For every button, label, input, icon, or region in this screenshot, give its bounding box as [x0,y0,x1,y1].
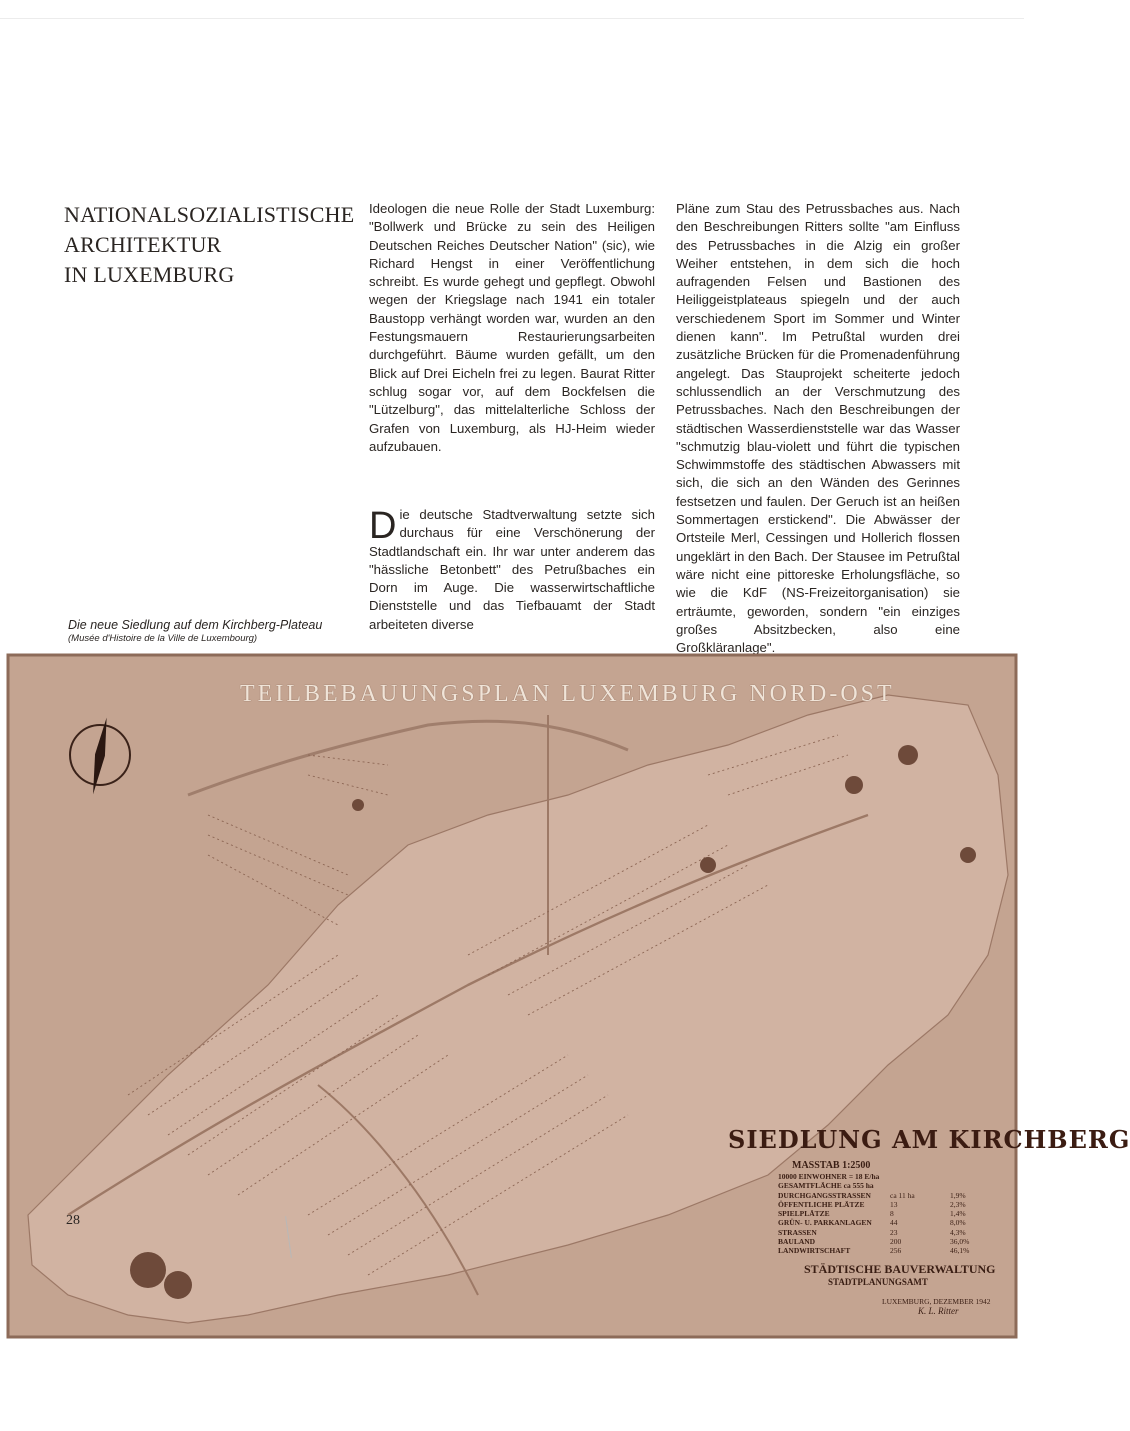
plan-authority: STÄDTISCHE BAUVERWALTUNG [804,1261,996,1276]
body-column-1: Ideologen die neue Rolle der Stadt Luxemburg: "Bollwerk und Brücke zu sein des Heiligen Deutschen Reiches Deutscher Nation" (sic), wie Richard Hengst in einer Veröffentlichung schreibt. Es wurde gehegt und gepflegt. Obwohl wegen der Kriegslage nach 1941 ein totaler Baustopp verhängt worden war, wurden an den Festungsmauern Restaurierungsarbeiten durchgeführt. Bäume wurden gefällt, um den Blick auf Drei Eicheln frei zu legen. Baurat Ritter schlug sogar vor, auf dem Bockfelsen die "Lützelburg", das mittelalterliche Schloss der Grafen von Luxemburg, als HJ-Heim wieder aufzubauen. [369,201,655,454]
plan-scale: MASSTAB 1:2500 [792,1160,871,1171]
site-plan-image [8,655,1130,1337]
legend-row: GRÜN- U. PARKANLAGEN 44 8,0% [778,1218,966,1228]
heading-line-3: IN LUXEMBURG [64,262,235,287]
plan-title: TEILBEBAUUNGSPLAN LUXEMBURG NORD-OST [240,681,895,707]
plan-place-date: LUXEMBURG, DEZEMBER 1942 [882,1296,991,1306]
body-column-1b-text: ie deutsche Stadtverwaltung setzte sich durchaus für eine Verschönerung der Stadtlandschaft ein. Ihr war unter anderem das "hässliche Betonbett" des Petrußbaches ein Dorn im Auge. Die wasserwirtschaftliche Dienststelle und das Tiefbauamt der Stadt arbeiteten diverse [369,507,655,632]
body-column-2: Pläne zum Stau des Petrussbaches aus. Nach den Beschreibungen Ritters sollte "am Einfluss des Petrussbaches in die Alzig ein großer Weiher entstehen, in dem sich die hoch aufragenden Felsen und Bastionen des Heiliggeistplateaus spiegeln und der auch verschiedenem Sport im Sommer und Winter dienen kann". Im Petrußtal wurden drei zusätzliche Brücken für die Promenadenführung angelegt. Das Stauprojekt scheiterte jedoch schlussendlich an der Verschmutzung des Petrussbaches. Nach den Beschreibungen der städtischen Wasserdienststelle war das Wasser "schmutzig blau-violett und führt die typischen Schwimmstoffe des städtischen Abwassers mit sich, die sich an den Wänden des Gerinnes festsetzen und faulen. Der Geruch ist an heißen Sommertagen erstickend". Die Abwässer der Ortsteile Merl, Cessingen und Hollerich flossen ungeklärt in den Bach. Der Stausee im Petrußtal wäre nicht eine pittoreske Erholungsfläche, so wie die KdF (NS-Freizeitorganisation) sie erträumte, geworden, sondern "ein einziges großes Absitzbecken, also eine Großkläranlage". [676,201,960,656]
plan-name: SIEDLUNG AM KIRCHBERG [728,1125,1130,1154]
plan-inhabitants: 10000 EINWOHNER = 18 E/ha [778,1172,880,1181]
legend-row: LANDWIRTSCHAFT 256 46,1% [778,1246,970,1256]
drop-cap: D [369,505,397,547]
top-rule [0,18,1024,19]
heading-line-1: NATIONALSOZIALISTISCHE [64,202,355,227]
plan-area: GESAMTFLÄCHE ca 555 ha [778,1181,874,1191]
legend-row: DURCHGANGSSTRASSEN ca 11 ha 1,9% [778,1190,966,1200]
body-column-1b [369,506,655,634]
legend-row: ÖFFENTLICHE PLÄTZE 13 2,3% [778,1199,966,1209]
caption-title: Die neue Siedlung auf dem Kirchberg-Plateau [68,618,323,632]
page-number: 28 [66,1213,80,1228]
heading-line-2: ARCHITEKTUR [64,232,222,257]
caption-source: (Musée d'Histoire de la Ville de Luxembourg) [68,633,258,644]
plan-legend-block [728,1125,1130,1316]
article-heading [64,200,364,290]
plan-office: STADTPLANUNGSAMT [828,1276,928,1287]
legend-row: STRASSEN 23 4,3% [778,1227,966,1237]
figure-caption [68,617,358,645]
plan-signature: K. L. Ritter [918,1305,959,1316]
legend-row: BAULAND 200 36,0% [778,1237,970,1247]
legend-row: SPIELPLÄTZE 8 1,4% [778,1209,966,1219]
